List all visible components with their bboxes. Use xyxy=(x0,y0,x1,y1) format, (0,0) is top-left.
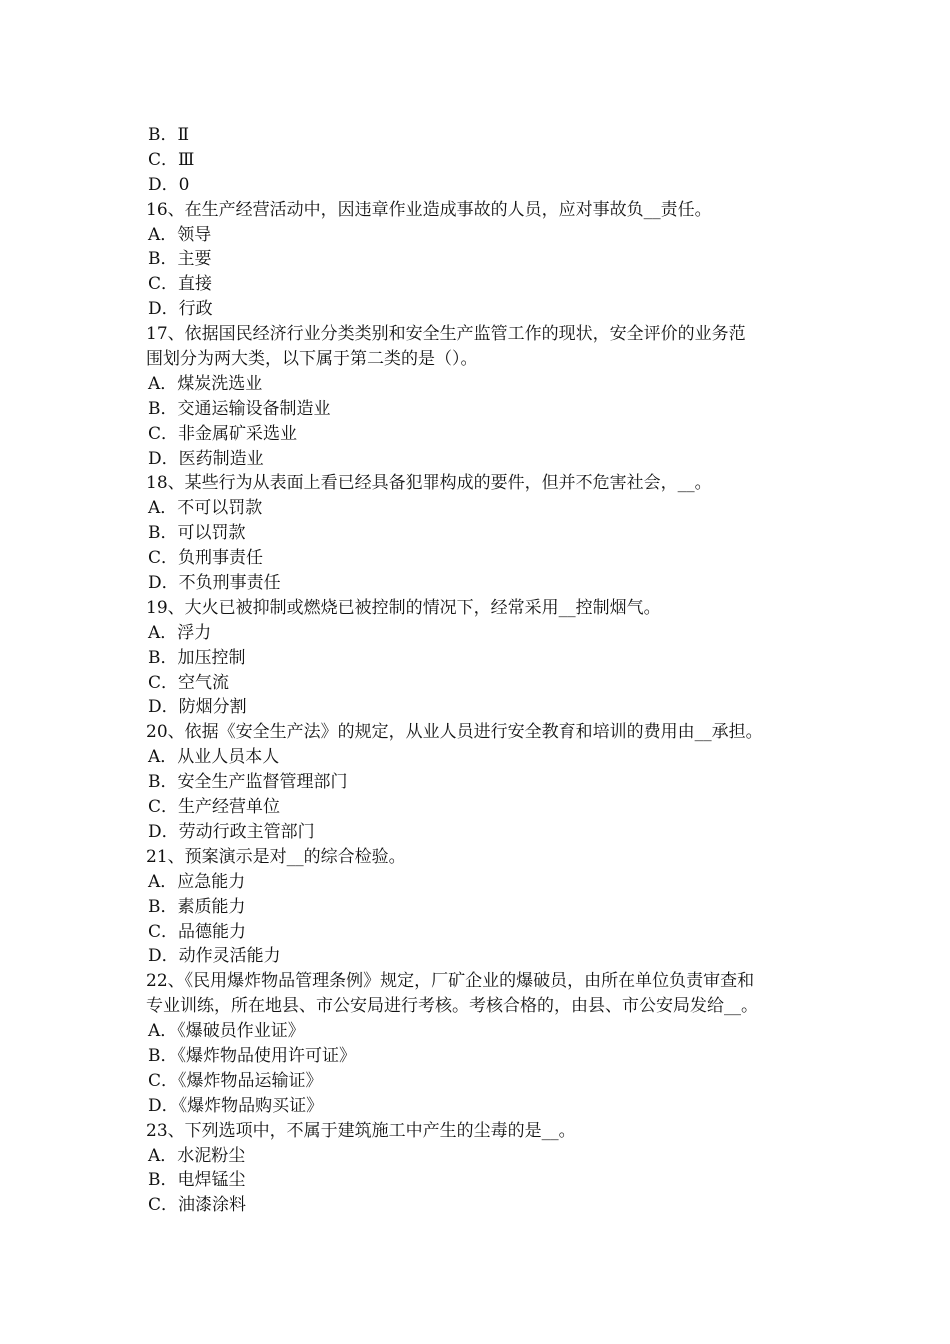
question-text: 围划分为两大类，以下属于第二类的是（）。 xyxy=(146,349,478,370)
answer-option: D．行政 xyxy=(148,299,213,320)
answer-option: C．生产经营单位 xyxy=(148,797,281,818)
answer-option: C．《爆炸物品运输证》 xyxy=(148,1070,323,1091)
answer-option: B．Ⅱ xyxy=(148,125,190,145)
answer-option: B．电焊锰尘 xyxy=(148,1170,246,1191)
answer-option: C．空气流 xyxy=(148,672,230,693)
answer-option: D．动作灵活能力 xyxy=(148,946,281,967)
question-text: 20、依据《安全生产法》的规定，从业人员进行安全教育和培训的费用由__承担。 xyxy=(146,722,763,743)
answer-option: B．可以罚款 xyxy=(148,523,246,544)
answer-option: A．浮力 xyxy=(148,622,212,643)
question-text: 22、《民用爆炸物品管理条例》规定，厂矿企业的爆破员，由所在单位负责审查和 xyxy=(146,971,755,992)
question-text: 21、预案演示是对__的综合检验。 xyxy=(146,846,406,867)
question-list xyxy=(146,123,826,1218)
answer-option: C．Ⅲ xyxy=(148,149,195,170)
answer-option: C．负刑事责任 xyxy=(148,548,264,569)
question-text: 专业训练，所在地县、市公安局进行考核。考核合格的，由县、市公安局发给__。 xyxy=(146,996,758,1017)
answer-option: C．油漆涂料 xyxy=(148,1195,247,1216)
question-text: 18、某些行为从表面上看已经具备犯罪构成的要件，但并不危害社会，__。 xyxy=(146,473,712,494)
answer-option: A．煤炭洗选业 xyxy=(148,373,263,394)
question-text: 23、下列选项中，不属于建筑施工中产生的尘毒的是__。 xyxy=(146,1120,576,1141)
answer-option: C．品德能力 xyxy=(148,921,247,942)
answer-option: D．不负刑事责任 xyxy=(148,573,281,594)
answer-option: D．0 xyxy=(148,174,190,195)
answer-option: A．应急能力 xyxy=(148,871,246,892)
question-text: 17、依据国民经济行业分类类别和安全生产监管工作的现状，安全评价的业务范 xyxy=(146,324,746,345)
answer-option: D．医药制造业 xyxy=(148,448,264,469)
answer-option: A．从业人员本人 xyxy=(148,747,280,768)
answer-option: A．不可以罚款 xyxy=(148,498,263,519)
answer-option: D．《爆炸物品购买证》 xyxy=(148,1095,324,1116)
answer-option: A．水泥粉尘 xyxy=(148,1145,246,1166)
answer-option: A．《爆破员作业证》 xyxy=(148,1021,305,1042)
question-text: 19、大火已被抑制或燃烧已被控制的情况下，经常采用__控制烟气。 xyxy=(146,597,661,618)
answer-option: B．《爆炸物品使用许可证》 xyxy=(148,1045,356,1066)
answer-option: D．防烟分割 xyxy=(148,697,247,718)
answer-option: B．加压控制 xyxy=(148,647,246,668)
answer-option: B．素质能力 xyxy=(148,896,246,917)
answer-option: A．领导 xyxy=(148,224,212,245)
answer-option: B．主要 xyxy=(148,249,212,270)
answer-option: C．直接 xyxy=(148,274,213,295)
answer-option: B．交通运输设备制造业 xyxy=(148,398,331,419)
answer-option: B．安全生产监督管理部门 xyxy=(148,772,348,793)
answer-option: C．非金属矿采选业 xyxy=(148,423,298,444)
answer-option: D．劳动行政主管部门 xyxy=(148,821,315,842)
question-text: 16、在生产经营活动中，因违章作业造成事故的人员，应对事故负__责任。 xyxy=(146,199,712,220)
